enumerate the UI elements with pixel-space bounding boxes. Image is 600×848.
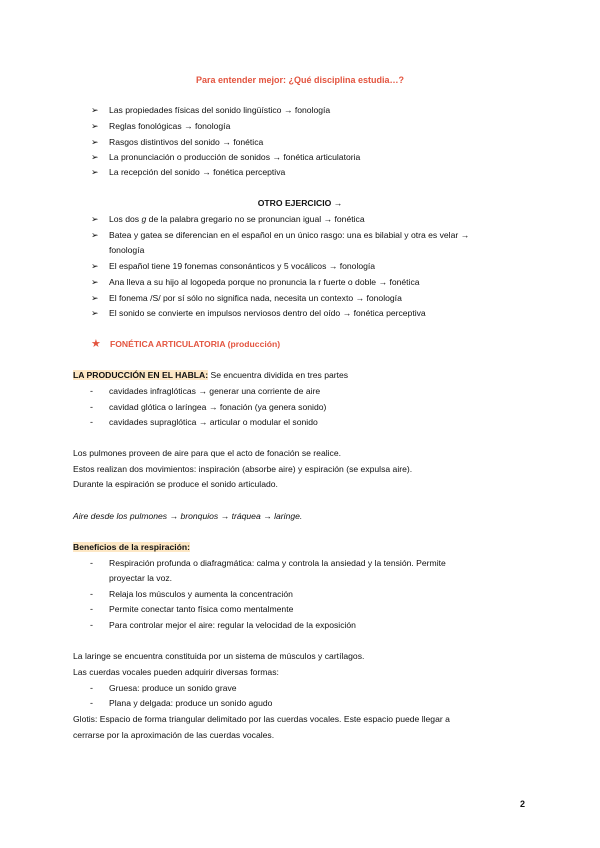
arrow-bullet-icon: ➢ xyxy=(91,137,99,147)
arrow-bullet-icon: ➢ xyxy=(91,152,99,162)
arrow-bullet-icon: ➢ xyxy=(91,121,99,131)
page-title: Para entender mejor: ¿Qué disciplina estudia…? xyxy=(195,75,405,85)
arrow-bullet-icon: ➢ xyxy=(91,308,99,318)
paragraph-line: Los pulmones proveen de aire para que el acto de fonación se realice. xyxy=(73,448,342,458)
dash-bullet-icon: - xyxy=(90,402,93,412)
list-item: Gruesa: produce un sonido grave xyxy=(109,683,237,693)
section-title: FONÉTICA ARTICULATORIA (producción) xyxy=(110,339,281,349)
production-paragraph xyxy=(73,369,348,381)
list-item: Relaja los músculos y aumenta la concentración xyxy=(109,589,293,599)
list-item: Batea y gatea se diferencian en el español en un único rasgo: una es bilabial y otra es velar → xyxy=(109,230,470,240)
list-item-text: Los dos xyxy=(109,214,142,224)
paragraph-line: Glotis: Espacio de forma triangular delimitado por las cuerdas vocales. Este espacio puede llegar a xyxy=(73,714,450,724)
star-icon: ★ xyxy=(91,338,101,350)
dash-bullet-icon: - xyxy=(90,620,93,630)
exercise-heading: OTRO EJERCICIO → xyxy=(257,198,343,208)
list-item: Rasgos distintivos del sonido → fonética xyxy=(109,137,264,147)
arrow-bullet-icon: ➢ xyxy=(91,277,99,287)
list-item-text: de la palabra gregario no se pronuncian igual → fonética xyxy=(146,214,365,224)
list-item: Reglas fonológicas → fonología xyxy=(109,121,231,131)
list-item: Permite conectar tanto física como mentalmente xyxy=(109,604,294,614)
airflow-line: Aire desde los pulmones → bronquios → tráquea → laringe. xyxy=(73,511,303,521)
list-item-continuation: proyectar la voz. xyxy=(109,573,173,583)
dash-bullet-icon: - xyxy=(90,417,93,427)
arrow-bullet-icon: ➢ xyxy=(91,167,99,177)
paragraph-line: Las cuerdas vocales pueden adquirir diversas formas: xyxy=(73,667,279,677)
dash-bullet-icon: - xyxy=(90,698,93,708)
list-item: Respiración profunda o diafragmática: calma y controla la ansiedad y la tensión. Permite xyxy=(109,558,446,568)
arrow-bullet-icon: ➢ xyxy=(91,230,99,240)
paragraph-line: Estos realizan dos movimientos: inspiración (absorbe aire) y espiración (se expulsa aire). xyxy=(73,464,413,474)
list-item: cavidades infraglóticas → generar una corriente de aire xyxy=(109,386,321,396)
dash-bullet-icon: - xyxy=(90,604,93,614)
list-item: cavidad glótica o laríngea → fonación (ya genera sonido) xyxy=(109,402,327,412)
arrow-bullet-icon: ➢ xyxy=(91,214,99,224)
list-item-text-italic: g xyxy=(141,214,147,224)
arrow-bullet-icon: ➢ xyxy=(91,105,99,115)
list-item: Ana lleva a su hijo al logopeda porque no pronuncia la r fuerte o doble → fonética xyxy=(109,277,420,287)
dash-bullet-icon: - xyxy=(90,558,93,568)
list-item xyxy=(109,213,365,225)
benefits-label: Beneficios de la respiración: xyxy=(73,542,191,552)
dash-bullet-icon: - xyxy=(90,589,93,599)
arrow-bullet-icon: ➢ xyxy=(91,261,99,271)
list-item: Las propiedades físicas del sonido lingüístico → fonología xyxy=(109,105,331,115)
list-item: El español tiene 19 fonemas consonánticos y 5 vocálicos → fonología xyxy=(109,261,376,271)
dash-bullet-icon: - xyxy=(90,683,93,693)
paragraph-line: La laringe se encuentra constituida por un sistema de músculos y cartílagos. xyxy=(73,651,365,661)
paragraph-line: Durante la espiración se produce el sonido articulado. xyxy=(73,479,278,489)
benefits-heading xyxy=(73,541,190,553)
page-number: 2 xyxy=(520,799,526,809)
list-item: Plana y delgada: produce un sonido agudo xyxy=(109,698,273,708)
list-item: cavidades supraglótica → articular o modular el sonido xyxy=(109,417,318,427)
list-item: La recepción del sonido → fonética perceptiva xyxy=(109,167,286,177)
list-item-continuation: fonología xyxy=(109,245,145,255)
arrow-bullet-icon: ➢ xyxy=(91,293,99,303)
list-item: El sonido se convierte en impulsos nerviosos dentro del oído → fonética perceptiva xyxy=(109,308,426,318)
list-item: El fonema /S/ por sí sólo no significa nada, necesita un contexto → fonología xyxy=(109,293,402,303)
production-label: LA PRODUCCIÓN EN EL HABLA: xyxy=(73,370,209,380)
paragraph-line: cerrarse por la aproximación de las cuerdas vocales. xyxy=(73,730,275,740)
production-text: Se encuentra dividida en tres partes xyxy=(208,370,349,380)
dash-bullet-icon: - xyxy=(90,386,93,396)
list-item: Para controlar mejor el aire: regular la velocidad de la exposición xyxy=(109,620,356,630)
list-item: La pronunciación o producción de sonidos → fonética articulatoria xyxy=(109,152,361,162)
